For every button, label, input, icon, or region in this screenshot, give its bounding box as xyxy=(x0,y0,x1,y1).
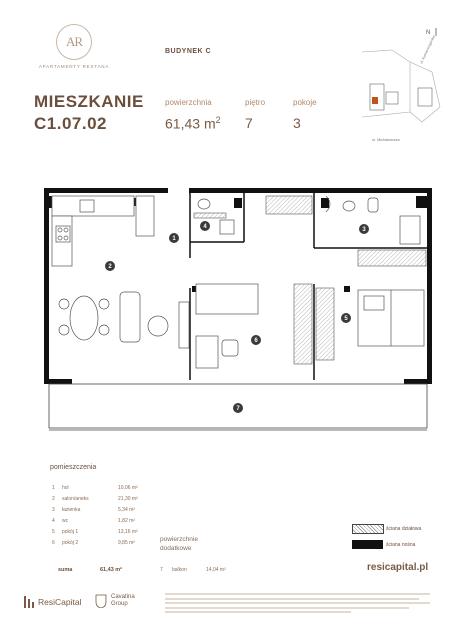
room-row xyxy=(52,529,138,535)
room-name: pokój 2 xyxy=(62,540,79,546)
extra-heading xyxy=(160,535,220,553)
cavatina-line2: Group xyxy=(111,601,128,607)
cavatina-logo xyxy=(95,594,135,608)
room-area: 10,06 m² xyxy=(118,485,138,491)
room-name: hol xyxy=(62,485,69,491)
room-number: 4 xyxy=(52,518,55,524)
legend-partition-label: ściana działowa xyxy=(386,526,422,532)
marker-1: 1 xyxy=(172,236,176,242)
resicapital-name: ResiCapital xyxy=(38,597,82,607)
marker-2: 2 xyxy=(108,264,112,270)
extra-heading-line2: dodatkowe xyxy=(160,545,192,552)
resicapital-icon xyxy=(24,596,34,608)
room-area: 13,16 m² xyxy=(118,529,138,535)
brand-name: APARTAMENTY RESTANA xyxy=(38,64,110,69)
room-area: 5,34 m² xyxy=(118,507,135,513)
extra-area: 14,04 m² xyxy=(206,567,226,573)
room-row xyxy=(52,485,138,491)
map-street-bottom: ul. Michałowicza xyxy=(372,138,400,142)
marker-7: 7 xyxy=(236,406,240,412)
cavatina-line1: Cavatina xyxy=(111,594,135,600)
marker-4: 4 xyxy=(203,224,207,230)
room-number: 3 xyxy=(52,507,55,513)
area-number: 61,43 xyxy=(165,115,201,132)
sum-value: 61,43 m² xyxy=(100,567,123,573)
extra-number: 7 xyxy=(160,567,163,573)
room-row xyxy=(52,496,138,502)
sum-row xyxy=(58,567,122,573)
room-number: 1 xyxy=(52,485,55,491)
area-value xyxy=(165,115,221,132)
extra-row xyxy=(160,567,226,573)
floor-label: piętro xyxy=(245,98,266,107)
floor-plan xyxy=(44,188,434,450)
legend-solid-swatch xyxy=(352,540,383,549)
north-marker: N xyxy=(426,30,431,36)
rooms-heading: pomieszczenia xyxy=(50,464,97,471)
rooms-label: pokoje xyxy=(293,98,317,107)
room-area: 21,30 m² xyxy=(118,496,138,502)
building-label: BUDYNEK C xyxy=(165,48,212,55)
site-map xyxy=(362,22,447,142)
room-area: 9,85 m² xyxy=(118,540,135,546)
map-street-top: ul. Kamiennogórska xyxy=(419,34,436,65)
brand-logo xyxy=(56,24,92,60)
room-name: pokój 1 xyxy=(62,529,79,535)
marker-5: 5 xyxy=(344,316,348,322)
marker-3: 3 xyxy=(362,227,366,233)
website-link[interactable]: resicapital.pl xyxy=(367,562,429,573)
apartment-code: C1.07.02 xyxy=(34,114,107,133)
sum-label: suma xyxy=(58,567,73,573)
room-number: 2 xyxy=(52,496,55,502)
area-label: powierzchnia xyxy=(165,98,212,107)
rooms-value: 3 xyxy=(293,115,301,131)
resicapital-logo xyxy=(24,596,81,608)
apartment-word: MIESZKANIE xyxy=(34,92,144,111)
extra-name: balkon xyxy=(172,567,187,573)
area-unit: m xyxy=(203,115,216,132)
legend-bearing-label: ściana nośna xyxy=(386,542,416,548)
floor-value: 7 xyxy=(245,115,253,131)
room-row xyxy=(52,507,135,513)
cavatina-icon xyxy=(95,594,107,608)
room-number: 6 xyxy=(52,540,55,546)
room-area: 1,82 m² xyxy=(118,518,135,524)
room-name: salon/aneks xyxy=(62,496,89,502)
fine-print xyxy=(165,593,430,621)
room-name: łazienka xyxy=(62,507,81,513)
room-row xyxy=(52,518,135,524)
marker-6: 6 xyxy=(254,338,258,344)
legend-hatched-swatch xyxy=(352,524,384,534)
room-name: wc xyxy=(62,518,69,524)
brand-monogram: AR xyxy=(65,34,83,49)
room-number: 5 xyxy=(52,529,55,535)
room-row xyxy=(52,540,135,546)
area-unit-sup: 2 xyxy=(215,115,221,125)
extra-heading-line1: powierzchnie xyxy=(160,536,198,543)
